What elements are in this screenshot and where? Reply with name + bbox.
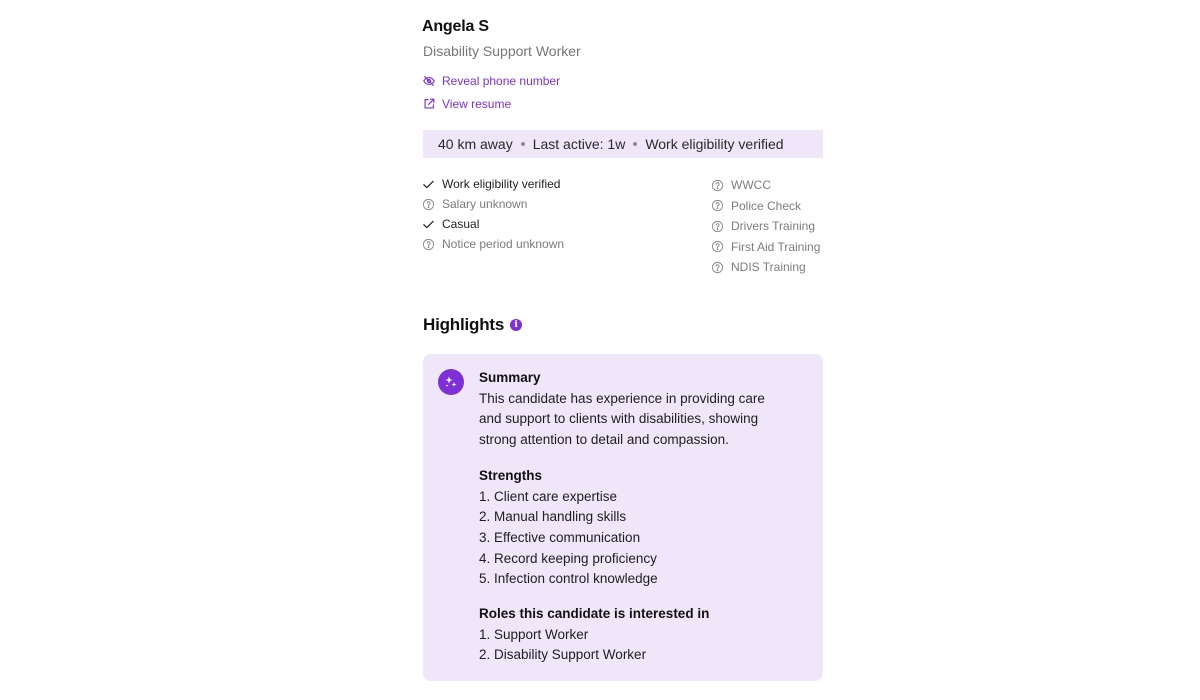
distance-text: 40 km away <box>438 136 513 152</box>
question-circle-icon <box>711 261 724 274</box>
attribute-item <box>422 214 564 234</box>
attribute-item <box>711 175 820 196</box>
external-link-icon <box>422 97 436 111</box>
attribute-item <box>711 216 820 237</box>
sparkle-icon <box>438 369 464 395</box>
attribute-label: Police Check <box>731 198 802 213</box>
attribute-label: Drivers Training <box>731 219 816 234</box>
list-item: 1. Support Worker <box>479 626 589 642</box>
summary-line: strong attention to detail and compassion. <box>479 432 729 448</box>
highlights-title: Highlights <box>423 315 505 334</box>
check-icon <box>422 178 435 191</box>
attribute-item <box>711 237 820 258</box>
list-item: 3. Effective communication <box>479 529 641 545</box>
attributes-left <box>422 174 564 254</box>
check-icon <box>422 218 435 231</box>
attribute-item <box>711 257 820 278</box>
attributes-right <box>711 175 820 278</box>
list-item: 2. Disability Support Worker <box>479 647 647 663</box>
roles-list <box>479 625 809 666</box>
attribute-item <box>422 194 564 214</box>
highlights-card <box>423 354 823 681</box>
highlights-header <box>423 315 522 335</box>
attribute-label: NDIS Training <box>731 260 806 275</box>
question-circle-icon <box>711 220 724 233</box>
list-item: 5. Infection control knowledge <box>479 571 658 587</box>
view-resume-link[interactable] <box>422 97 511 111</box>
info-icon[interactable]: i <box>510 319 522 331</box>
reveal-phone-link[interactable] <box>422 74 560 88</box>
attribute-item <box>422 174 564 194</box>
list-item: 2. Manual handling skills <box>479 509 627 525</box>
attribute-label: Notice period unknown <box>442 237 565 251</box>
list-item: 4. Record keeping proficiency <box>479 550 657 566</box>
summary-line: This candidate has experience in providing care <box>479 390 765 406</box>
highlights-content <box>479 368 809 666</box>
attribute-item <box>711 196 820 217</box>
reveal-phone-label: Reveal phone number <box>442 74 561 88</box>
attribute-item <box>422 234 564 254</box>
summary-title: Summary <box>479 370 541 385</box>
candidate-job-title: Disability Support Worker <box>423 43 581 59</box>
separator-dot <box>521 142 525 146</box>
attribute-label: Casual <box>442 217 480 231</box>
list-item: 1. Client care expertise <box>479 488 618 504</box>
question-circle-icon <box>422 198 435 211</box>
eye-off-icon <box>422 74 436 88</box>
question-circle-icon <box>711 240 724 253</box>
question-circle-icon <box>711 179 724 192</box>
attribute-label: Work eligibility verified <box>442 177 561 191</box>
attribute-label: WWCC <box>731 178 771 193</box>
attribute-label: First Aid Training <box>731 239 821 254</box>
strengths-list <box>479 487 809 591</box>
candidate-meta-bar <box>423 130 823 158</box>
question-circle-icon <box>422 238 435 251</box>
attribute-label: Salary unknown <box>442 197 528 211</box>
candidate-name: Angela S <box>422 18 489 35</box>
view-resume-label: View resume <box>442 97 512 111</box>
strengths-title: Strengths <box>479 467 543 483</box>
question-circle-icon <box>711 199 724 212</box>
summary-line: and support to clients with disabilities, showing <box>479 411 759 427</box>
last-active-text: Last active: 1w <box>532 136 626 152</box>
roles-title: Roles this candidate is interested in <box>479 606 710 622</box>
separator-dot <box>633 142 637 146</box>
eligibility-text: Work eligibility verified <box>645 136 784 152</box>
